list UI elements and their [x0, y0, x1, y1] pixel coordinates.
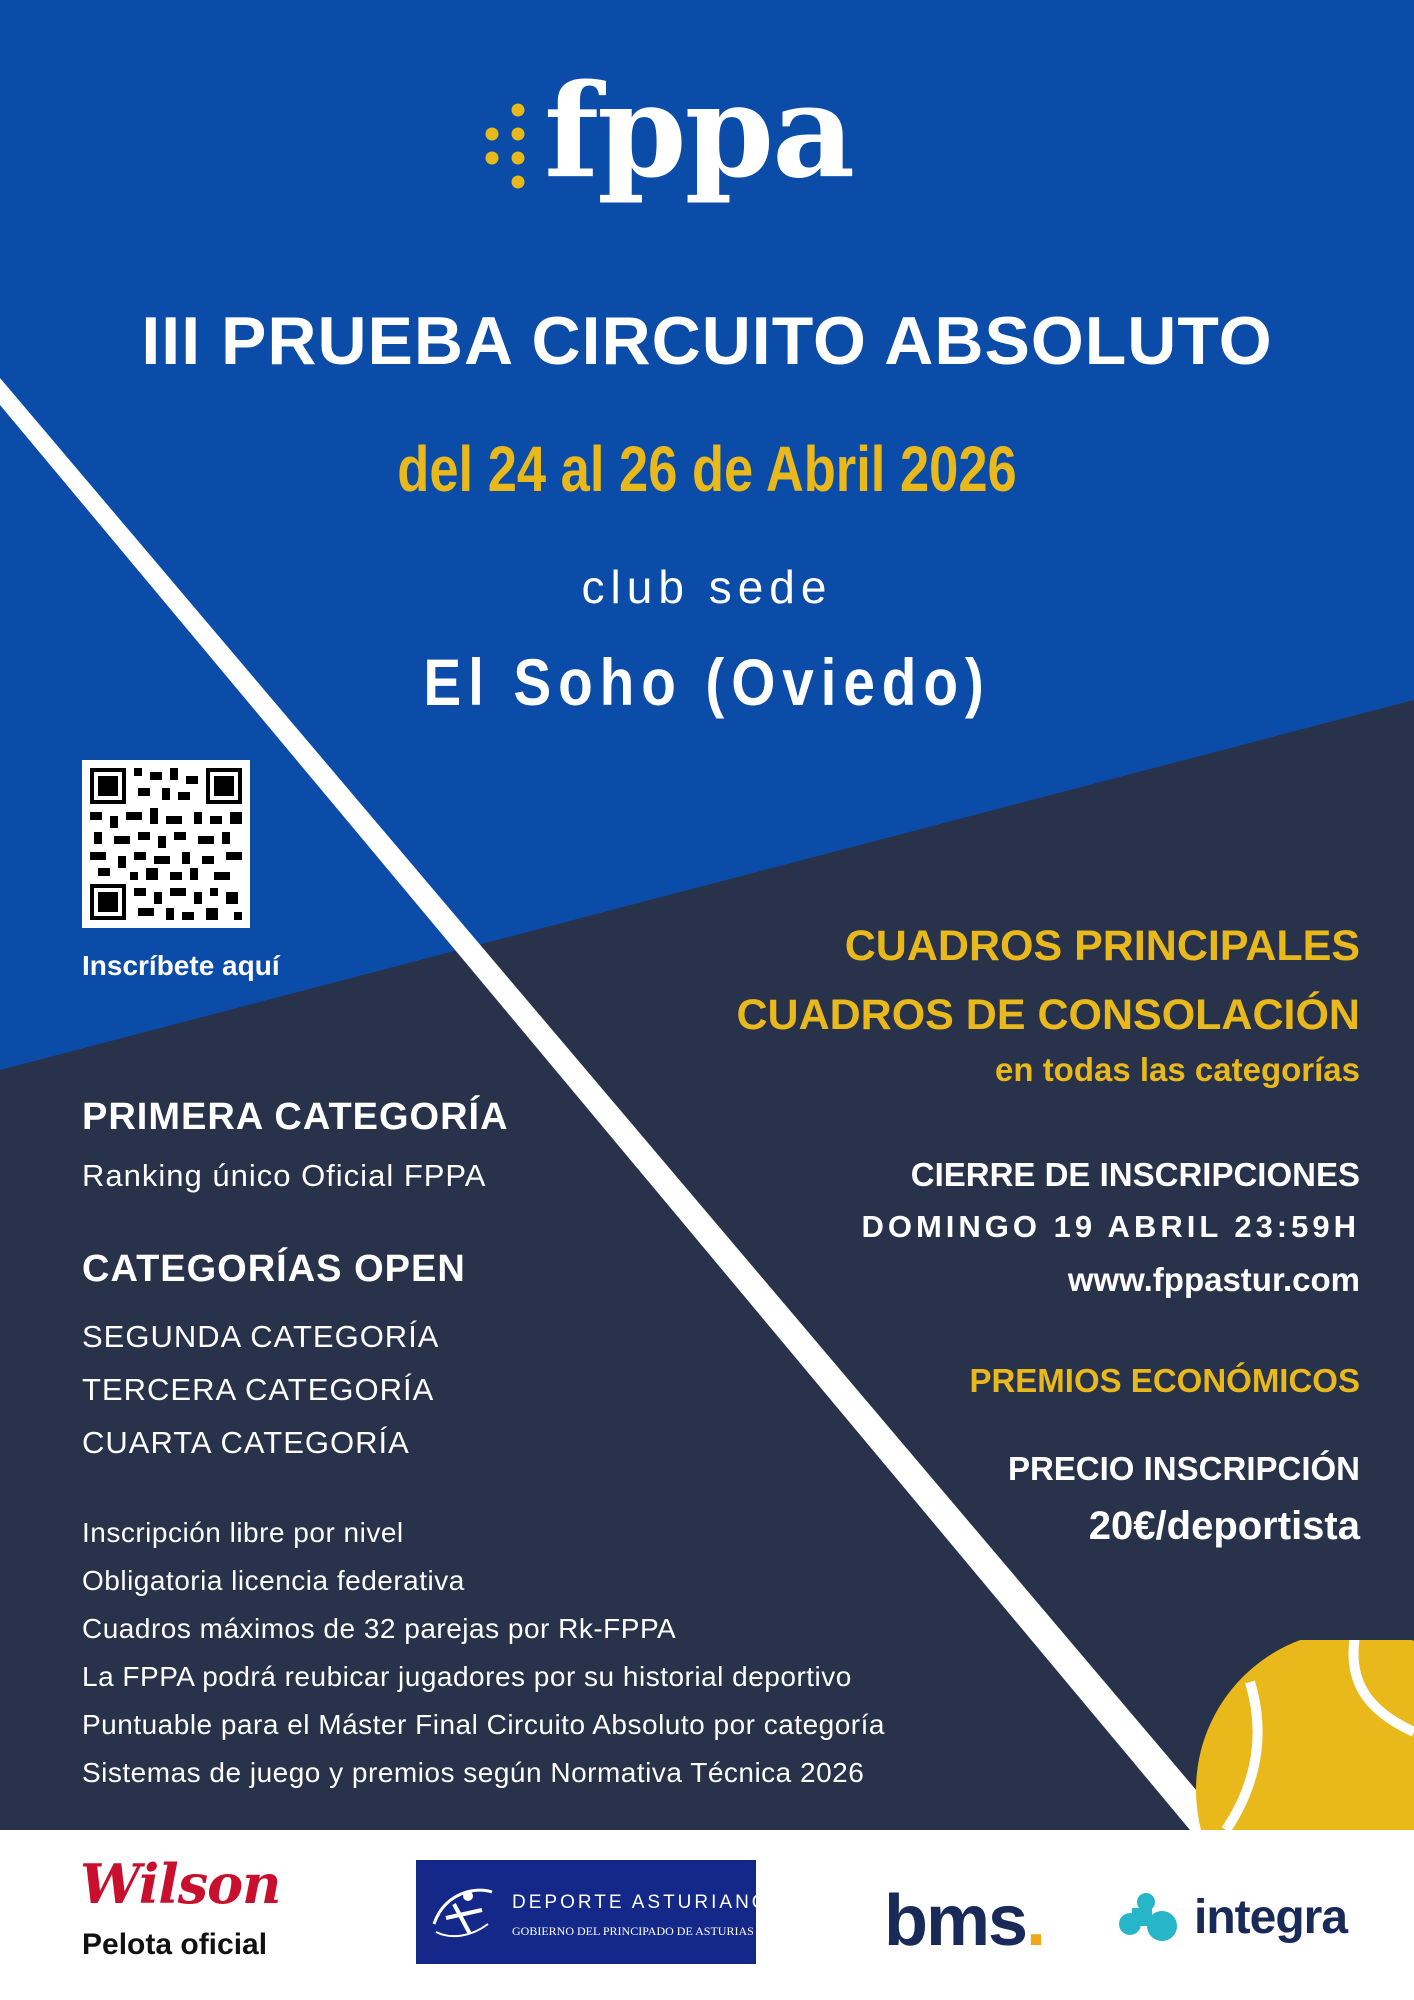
prizes-note: PREMIOS ECONÓMICOS [969, 1362, 1360, 1399]
wilson-caption: Pelota oficial [82, 1928, 268, 1961]
draws-heading [736, 912, 1360, 1050]
list-item: Inscripción libre por nivel [82, 1517, 404, 1548]
registration-close-date: DOMINGO 19 ABRIL 23:59H [861, 1209, 1360, 1244]
event-title: III PRUEBA CIRCUITO ABSOLUTO [141, 303, 1273, 379]
price-title: PRECIO INSCRIPCIÓN [1007, 1450, 1360, 1487]
registration-qr-code[interactable] [82, 760, 250, 928]
open-categories-title: CATEGORÍAS OPEN [82, 1248, 466, 1290]
list-item: SEGUNDA CATEGORÍA [82, 1319, 440, 1354]
bms-dot-icon: . [1026, 1881, 1045, 1961]
list-item: Sistemas de juego y premios según Normativa Técnica 2026 [82, 1757, 865, 1788]
club-label: club sede [581, 561, 833, 613]
integra-logo-icon [1116, 1888, 1188, 1948]
price-value: 20€/deportista [1088, 1504, 1360, 1548]
deporte-asturiano-logo [416, 1860, 770, 1964]
registration-close-title: CIERRE DE INSCRIPCIONES [910, 1156, 1360, 1193]
event-dates: del 24 al 26 de Abril 2026 [397, 433, 1017, 505]
open-categories-list [82, 1310, 440, 1469]
deporte-asturiano-emblem-icon [424, 1874, 500, 1950]
deporte-asturiano-title: DEPORTE ASTURIANO [512, 1892, 770, 1913]
venue-name: El Soho (Oviedo) [423, 645, 991, 719]
draws-consolation-line: CUADROS DE CONSOLACIÓN [736, 991, 1360, 1039]
bms-logo [884, 1880, 1044, 1962]
integra-wordmark: integra [1194, 1891, 1348, 1944]
fppa-dots-icon [480, 102, 540, 212]
draws-main-line: CUADROS PRINCIPALES [844, 922, 1360, 970]
draws-subtitle: en todas las categorías [995, 1051, 1360, 1088]
qr-caption: Inscríbete aquí [82, 950, 280, 981]
tennis-ball-icon [1196, 1640, 1414, 1830]
list-item: Cuadros máximos de 32 parejas por Rk-FPPA [82, 1613, 677, 1644]
bms-wordmark: bms [884, 1881, 1027, 1961]
fppa-wordmark: fppa [544, 57, 853, 207]
first-category-subtitle: Ranking único Oficial FPPA [82, 1158, 487, 1193]
website-link[interactable]: www.fppastur.com [1067, 1261, 1360, 1298]
list-item: TERCERA CATEGORÍA [82, 1372, 435, 1407]
list-item: CUARTA CATEGORÍA [82, 1425, 410, 1460]
list-item: La FPPA podrá reubicar jugadores por su historial deportivo [82, 1661, 852, 1692]
deporte-asturiano-subtitle: GOBIERNO DEL PRINCIPADO DE ASTURIAS [512, 1924, 754, 1938]
list-item: Obligatoria licencia federativa [82, 1565, 465, 1596]
fppa-logo [480, 57, 860, 244]
rules-list [82, 1509, 885, 1797]
wilson-logo: Wilson [80, 1852, 281, 1916]
first-category-title: PRIMERA CATEGORÍA [82, 1096, 509, 1138]
sponsors-bar [0, 1830, 1414, 2000]
list-item: Puntuable para el Máster Final Circuito Absoluto por categoría [82, 1709, 885, 1740]
